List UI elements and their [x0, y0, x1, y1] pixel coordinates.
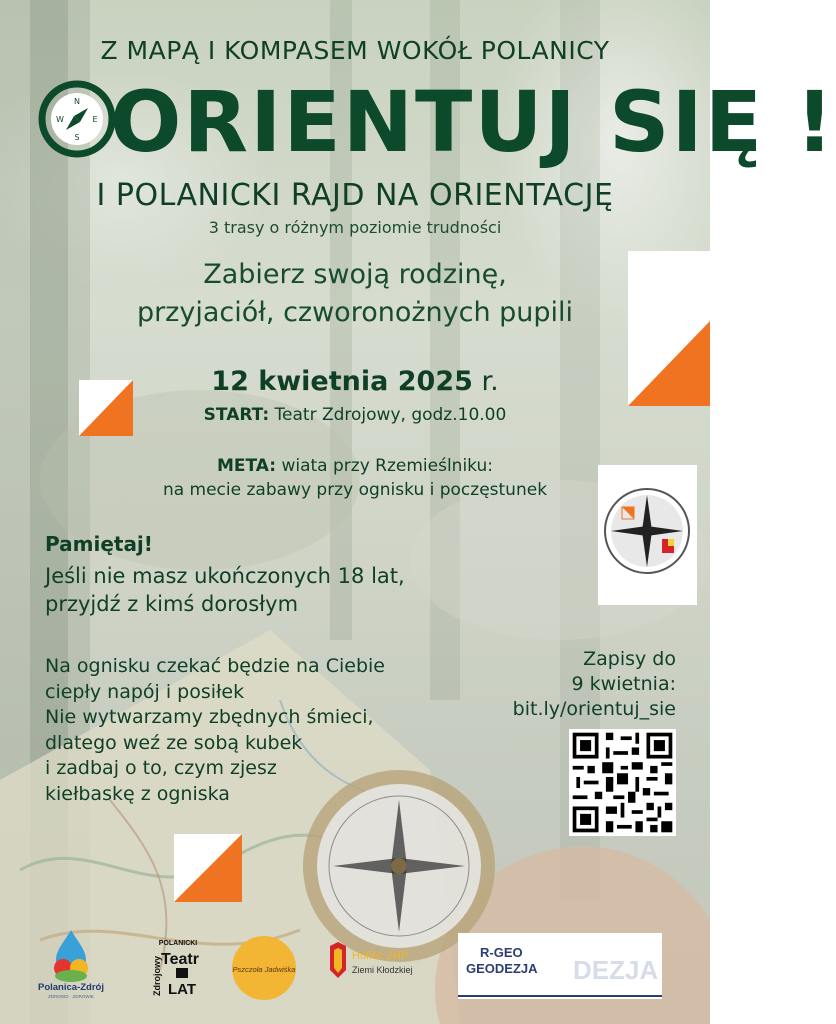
compass-s: S — [74, 133, 80, 142]
orienteering-flag-icon — [79, 380, 133, 436]
rgeo-line-2: GEODEZJA — [466, 961, 538, 976]
signup-info — [513, 647, 676, 722]
hufiec-zhp-logo — [326, 940, 426, 984]
teatr-top: POLANICKI — [158, 940, 198, 947]
signup-line-1: Zapisy do — [583, 648, 676, 670]
rally-title: I POLANICKI RAJD NA ORIENTACJĘ — [96, 178, 614, 213]
main-title: ORIENTUJ SIĘ ! — [110, 73, 836, 171]
polanica-zdroj-logo — [30, 928, 112, 1000]
hufiec-line-2: Ziemi Kłodzkiej — [352, 965, 413, 975]
invite-line-1: Zabierz swoją rodzinę, — [203, 259, 507, 290]
campfire-line: Nie wytwarzamy zbędnych śmieci, — [45, 706, 374, 728]
invite-line-2: przyjaciół, czworonożnych pupili — [136, 297, 574, 328]
campfire-line: i zadbaj o to, czym zjesz — [45, 757, 277, 779]
finish-label: META: — [216, 456, 277, 476]
campfire-info — [45, 654, 385, 807]
start-label: START: — [203, 405, 270, 425]
start-text: Teatr Zdrojowy, godz.10.00 — [269, 405, 507, 425]
hufiec-line-1: Hufiec ZHP — [352, 950, 409, 962]
compass-icon — [38, 80, 116, 158]
event-subtitle: Z MAPĄ I KOMPASEM WOKÓŁ POLANICY — [100, 36, 610, 65]
rally-emblem-icon — [598, 465, 697, 605]
teatr-main: Teatr — [161, 951, 199, 968]
pszczola-logo — [232, 936, 296, 1000]
r-geo-logo-graphic — [458, 933, 662, 999]
campfire-line: Na ognisku czekać będzie na Ciebie — [45, 655, 385, 677]
finish-text: wiata przy Rzemieślniku: — [276, 456, 494, 476]
signup-link[interactable]: bit.ly/orientuj_sie — [512, 698, 676, 720]
pszczola-name: Pszczoła Jadwiśka — [232, 965, 296, 974]
polanica-tagline: ZDROWO · ZDROWIE — [48, 994, 94, 999]
rgeo-line-1: R-GEO — [480, 945, 523, 960]
campfire-line: kiełbaskę z ogniska — [45, 782, 230, 805]
rgeo-watermark: DEZJA — [573, 955, 659, 985]
teatr-zdrojowy-logo — [148, 936, 204, 998]
teatr-side: Zdrojowy — [152, 956, 162, 996]
remember-heading: Pamiętaj! — [45, 532, 153, 556]
invite-text — [0, 256, 710, 332]
orienteering-flag-icon — [174, 834, 242, 902]
date-value: 12 kwietnia 2025 — [211, 366, 473, 397]
orienteering-flag-icon — [628, 251, 710, 406]
qr-code-icon — [569, 729, 676, 836]
signup-line-2: 9 kwietnia: — [571, 673, 676, 695]
routes-info: 3 trasy o różnym poziomie trudności — [208, 218, 502, 237]
date-suffix: r. — [472, 366, 499, 397]
compass-e: E — [92, 115, 98, 124]
qr-code[interactable] — [569, 729, 676, 836]
remember-line-2: przyjdź z kimś dorosłym — [45, 592, 299, 616]
campfire-line: dlatego weź ze sobą kubek — [45, 731, 303, 754]
compass-w: W — [56, 115, 64, 124]
campfire-line: ciepły napój i posiłek — [45, 680, 245, 703]
rally-emblem-card — [598, 465, 697, 605]
teatr-lat: LAT — [167, 981, 197, 998]
remember-body — [45, 562, 405, 618]
r-geo-geodezja-logo — [458, 933, 662, 999]
compass-n: N — [74, 97, 80, 106]
remember-line-1: Jeśli nie masz ukończonych 18 lat, — [45, 564, 405, 588]
finish-line-2: na mecie zabawy przy ognisku i poczęstunek — [162, 480, 548, 500]
polanica-name: Polanica-Zdrój — [38, 982, 104, 993]
bee-icon — [232, 936, 296, 1000]
